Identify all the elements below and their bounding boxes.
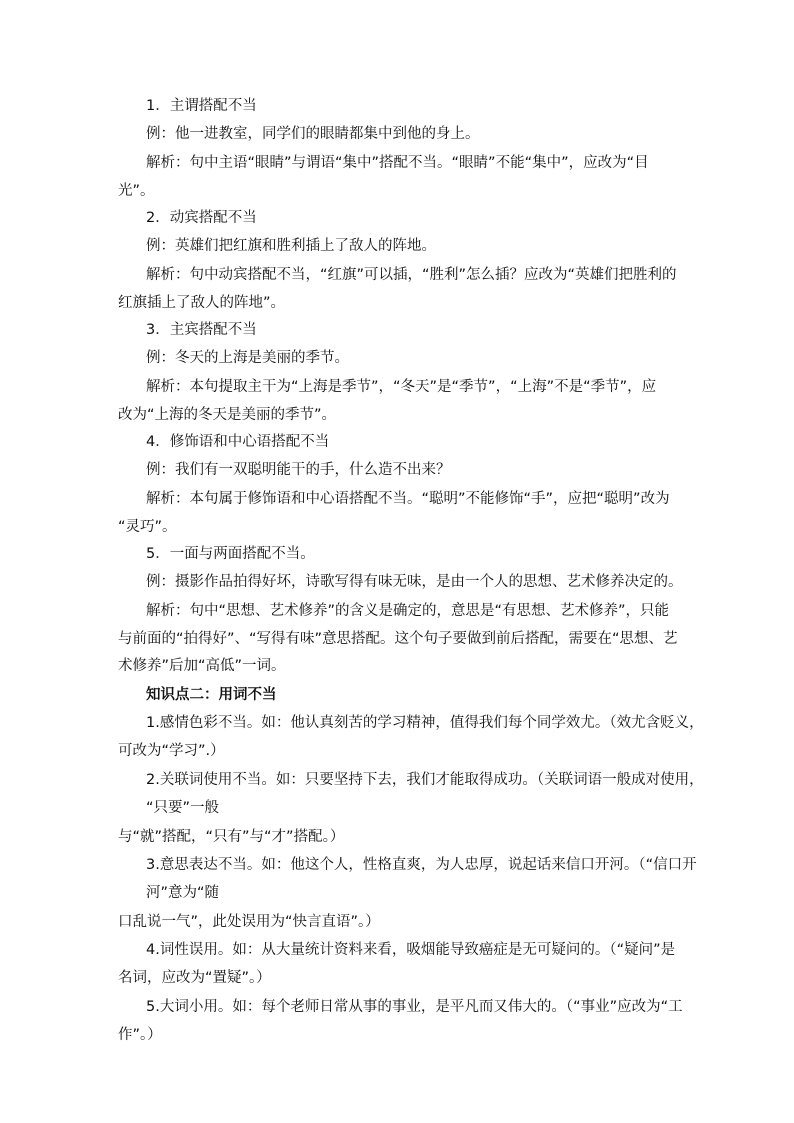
heading-one-two-sided: 5．一面与两面搭配不当。 (146, 546, 315, 562)
analysis-text-continued: 红旗插上了敌人的阵地”。 (118, 295, 286, 311)
example-text: 例：我们有一双聪明能干的手，什么造不出来？ (146, 462, 451, 478)
point-meaning-expression: 3.意思表达不当。如：他这个人，性格直爽，为人忠厚，说起话来信口开河。（“信口开 (146, 857, 697, 873)
heading-subject-predicate: 1．主谓搭配不当 (146, 98, 257, 114)
example-text: 例：冬天的上海是美丽的季节。 (146, 350, 349, 366)
analysis-text-continued: 术修养”后加“高低”一词。 (118, 658, 286, 674)
point-meaning-expression-continued: 河”意为“随 (146, 885, 220, 901)
point-overstated-word-continued: 作”。） (118, 1027, 162, 1043)
point-part-of-speech: 4.词性误用。如：从大量统计资料来看，吸烟能导致癌症是无可疑问的。（“疑问”是 (146, 942, 676, 958)
point-emotional-color: 1.感情色彩不当。如：他认真刻苦的学习精神，值得我们每个同学效尤。（效尤含贬义， (146, 715, 704, 731)
analysis-text: 解析：本句提取主干为“上海是季节”，“冬天”是“季节”，“上海”不是“季节”，应 (146, 379, 657, 395)
heading-subject-object: 3．主宾搭配不当 (146, 322, 257, 338)
heading-verb-object: 2．动宾搭配不当 (146, 210, 257, 226)
point-conjunction-continued: “只要”一般 (146, 800, 220, 816)
point-conjunction-continued: 与“就”搭配，“只有”与“才”搭配。） (118, 829, 345, 845)
point-meaning-expression-continued: 口乱说一气”，此处误用为“快言直语”。） (118, 914, 380, 930)
analysis-text-continued: “灵巧”。 (118, 519, 177, 535)
analysis-text: 解析：本句属于修饰语和中心语搭配不当。“聪明”不能修饰“手”，应把“聪明”改为 (146, 491, 670, 507)
analysis-text: 解析：句中动宾搭配不当，“红旗”可以插，“胜利”怎么插？应改为“英雄们把胜利的 (146, 267, 677, 283)
analysis-text-continued: 与前面的“拍得好”、“写得有味”意思搭配。这个句子要做到前后搭配，需要在“思想、艺 (118, 631, 678, 647)
example-text: 例：英雄们把红旗和胜利插上了敌人的阵地。 (146, 238, 436, 254)
example-text: 例：他一进教室，同学们的眼睛都集中到他的身上。 (146, 126, 480, 142)
point-part-of-speech-continued: 名词，应改为“置疑”。） (118, 970, 271, 986)
point-emotional-color-continued: 可改为“学习”.） (118, 743, 225, 759)
example-text: 例：摄影作品拍得好坏，诗歌写得有味无味，是由一个人的思想、艺术修养决定的。 (146, 574, 683, 590)
point-conjunction: 2.关联词使用不当。如：只要坚持下去，我们才能取得成功。（关联词语一般成对使用， (146, 772, 704, 788)
heading-modifier-head: 4．修饰语和中心语搭配不当 (146, 434, 330, 450)
section-title-word-misuse: 知识点二：用词不当 (146, 687, 277, 703)
analysis-text: 解析：句中主语“眼睛”与谓语“集中”搭配不当。“眼睛”不能“集中”，应改为“目 (146, 155, 649, 171)
analysis-text-continued: 光”。 (118, 183, 155, 199)
point-overstated-word: 5.大词小用。如：每个老师日常从事的事业，是平凡而又伟大的。（“事业”应改为“工 (146, 999, 683, 1015)
analysis-text-continued: 改为“上海的冬天是美丽的季节”。 (118, 407, 337, 423)
analysis-text: 解析：句中“思想、艺术修养”的含义是确定的，意思是“有思想、艺术修养”，只能 (146, 603, 670, 619)
